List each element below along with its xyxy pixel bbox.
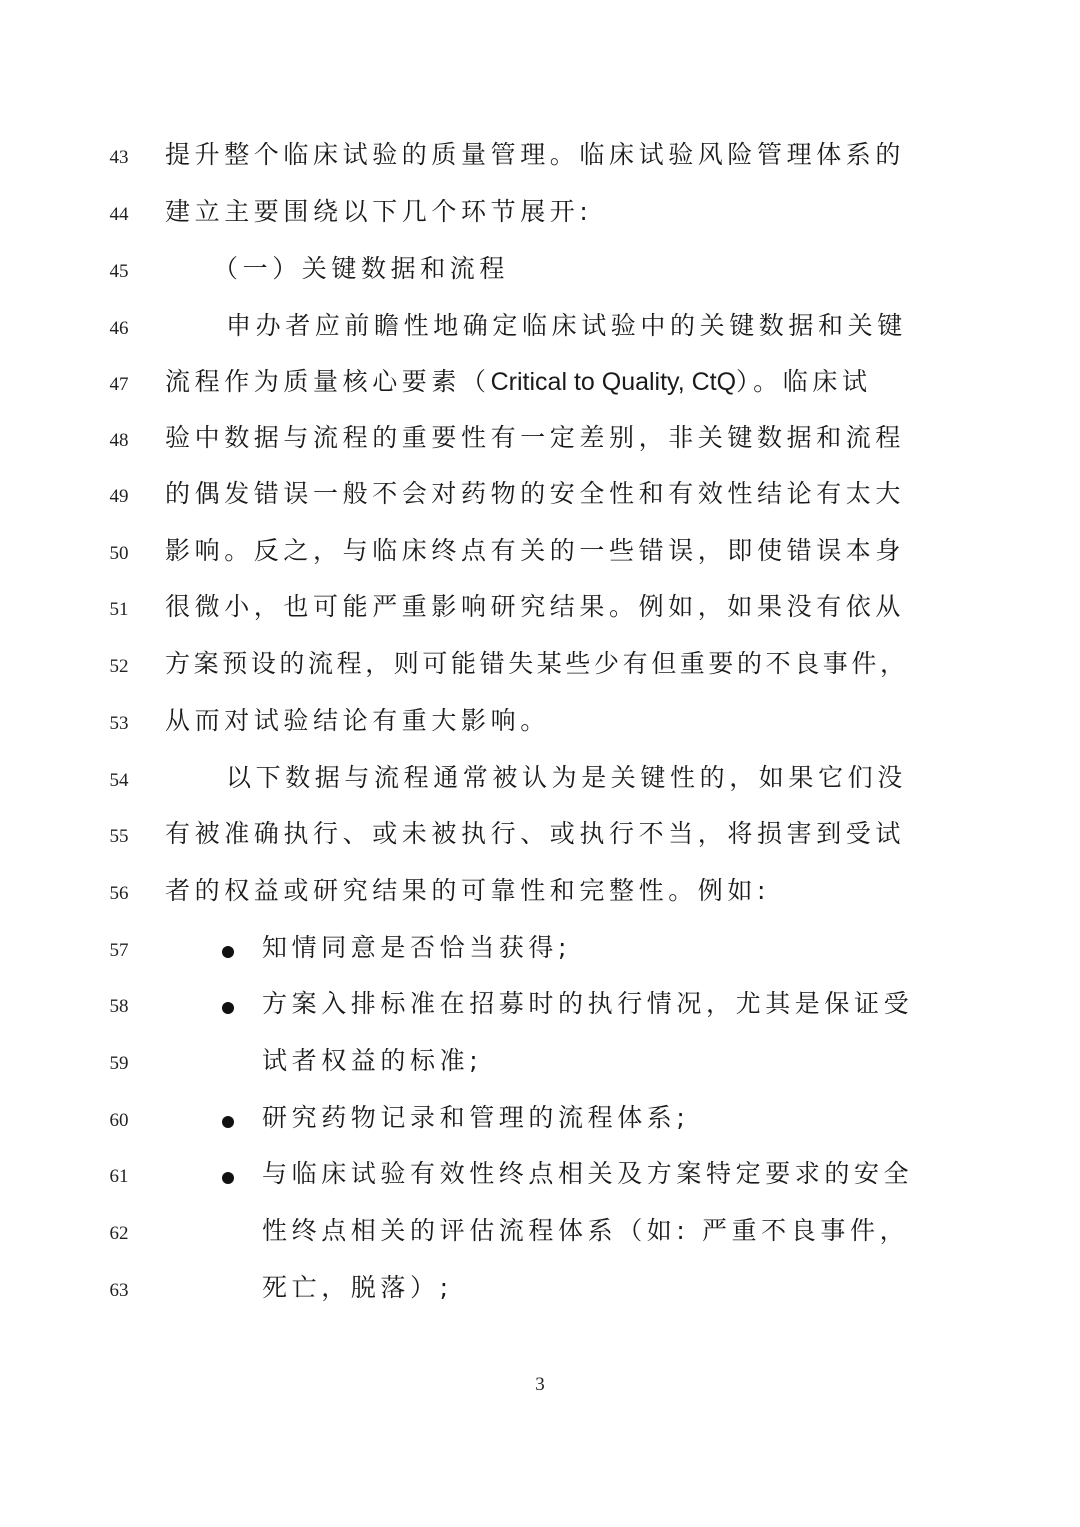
line-number: 44: [109, 204, 129, 225]
line-number: 55: [109, 826, 129, 847]
line-number: 61: [109, 1166, 129, 1187]
line-number: 43: [109, 147, 129, 168]
bullet-line-58: [0, 982, 1080, 1038]
line-text-english-term: Critical to Quality, CtQ: [490, 368, 737, 396]
line-text: 很微小，也可能严重影响研究结果。例如，如果没有依从: [165, 592, 906, 621]
line-text: 申办者应前瞻性地确定临床试验中的关键数据和关键: [226, 311, 907, 340]
text-line-50: [0, 529, 1080, 585]
line-text: 有被准确执行、或未被执行、或执行不当，将损害到受试: [165, 819, 906, 848]
line-text: 的偶发错误一般不会对药物的安全性和有效性结论有太大: [165, 479, 906, 508]
text-line-53: [0, 699, 1080, 755]
line-text: 从而对试验结论有重大影响。: [165, 706, 550, 735]
bullet-text: 死亡，脱落）;: [262, 1273, 453, 1302]
line-number: 50: [109, 543, 129, 564]
line-text: 以下数据与流程通常被认为是关键性的，如果它们没: [226, 763, 907, 792]
bullet-text: 性终点相关的评估流程体系（如: 严重不良事件，: [262, 1216, 910, 1245]
section-heading-line-45: [0, 247, 1080, 303]
line-text: 影响。反之，与临床终点有关的一些错误，即使错误本身: [165, 536, 906, 565]
bullet-text: 试者权益的标准;: [262, 1046, 483, 1075]
line-text: 方案预设的流程，则可能错失某些少有但重要的不良事件，: [165, 649, 909, 678]
line-number: 52: [109, 656, 129, 677]
text-line-48: [0, 416, 1080, 472]
line-number: 63: [109, 1280, 129, 1301]
line-number: 45: [109, 261, 129, 282]
line-text-part: ）。临床试: [736, 367, 872, 396]
text-line-54: [0, 756, 1080, 812]
bullet-icon: [222, 1002, 234, 1014]
text-line-51: [0, 585, 1080, 641]
line-number: 48: [109, 430, 129, 451]
line-text: 建立主要围绕以下几个环节展开:: [165, 197, 593, 226]
page-number: 3: [535, 1374, 545, 1395]
line-number: 47: [109, 374, 129, 395]
text-line-47: [0, 360, 1080, 416]
line-number: 51: [109, 599, 129, 620]
line-number: 46: [109, 318, 129, 339]
line-number: 56: [109, 883, 129, 904]
line-text: 验中数据与流程的重要性有一定差别，非关键数据和流程: [165, 423, 906, 452]
bullet-text: 知情同意是否恰当获得;: [262, 933, 572, 962]
line-number: 49: [109, 486, 129, 507]
bullet-line-60: [0, 1096, 1080, 1152]
bullet-continuation-line-62: [0, 1209, 1080, 1265]
bullet-text: 研究药物记录和管理的流程体系;: [262, 1103, 690, 1132]
bullet-line-57: [0, 926, 1080, 982]
bullet-continuation-line-59: [0, 1039, 1080, 1095]
bullet-text: 方案入排标准在招募时的执行情况，尤其是保证受: [262, 989, 914, 1018]
text-line-55: [0, 812, 1080, 868]
text-line-44: [0, 190, 1080, 246]
bullet-icon: [222, 1172, 234, 1184]
bullet-icon: [222, 1116, 234, 1128]
line-number: 58: [109, 996, 129, 1017]
line-number: 53: [109, 713, 129, 734]
bullet-continuation-line-63: [0, 1266, 1080, 1322]
text-line-43: [0, 133, 1080, 189]
bullet-icon: [222, 946, 234, 958]
text-line-56: [0, 869, 1080, 925]
line-number: 57: [109, 940, 129, 961]
text-line-52: [0, 642, 1080, 698]
bullet-line-61: [0, 1152, 1080, 1208]
line-number: 62: [109, 1223, 129, 1244]
line-number: 60: [109, 1110, 129, 1131]
bullet-text: 与临床试验有效性终点相关及方案特定要求的安全: [262, 1159, 914, 1188]
line-text: [165, 362, 872, 402]
section-heading: （一）关键数据和流程: [213, 254, 510, 283]
line-number: 54: [109, 770, 129, 791]
line-number: 59: [109, 1053, 129, 1074]
line-text: 提升整个临床试验的质量管理。临床试验风险管理体系的: [165, 140, 906, 169]
text-line-46: [0, 304, 1080, 360]
line-text-part: 流程作为质量核心要素（: [165, 367, 491, 396]
line-text: 者的权益或研究结果的可靠性和完整性。例如:: [165, 876, 771, 905]
text-line-49: [0, 472, 1080, 528]
